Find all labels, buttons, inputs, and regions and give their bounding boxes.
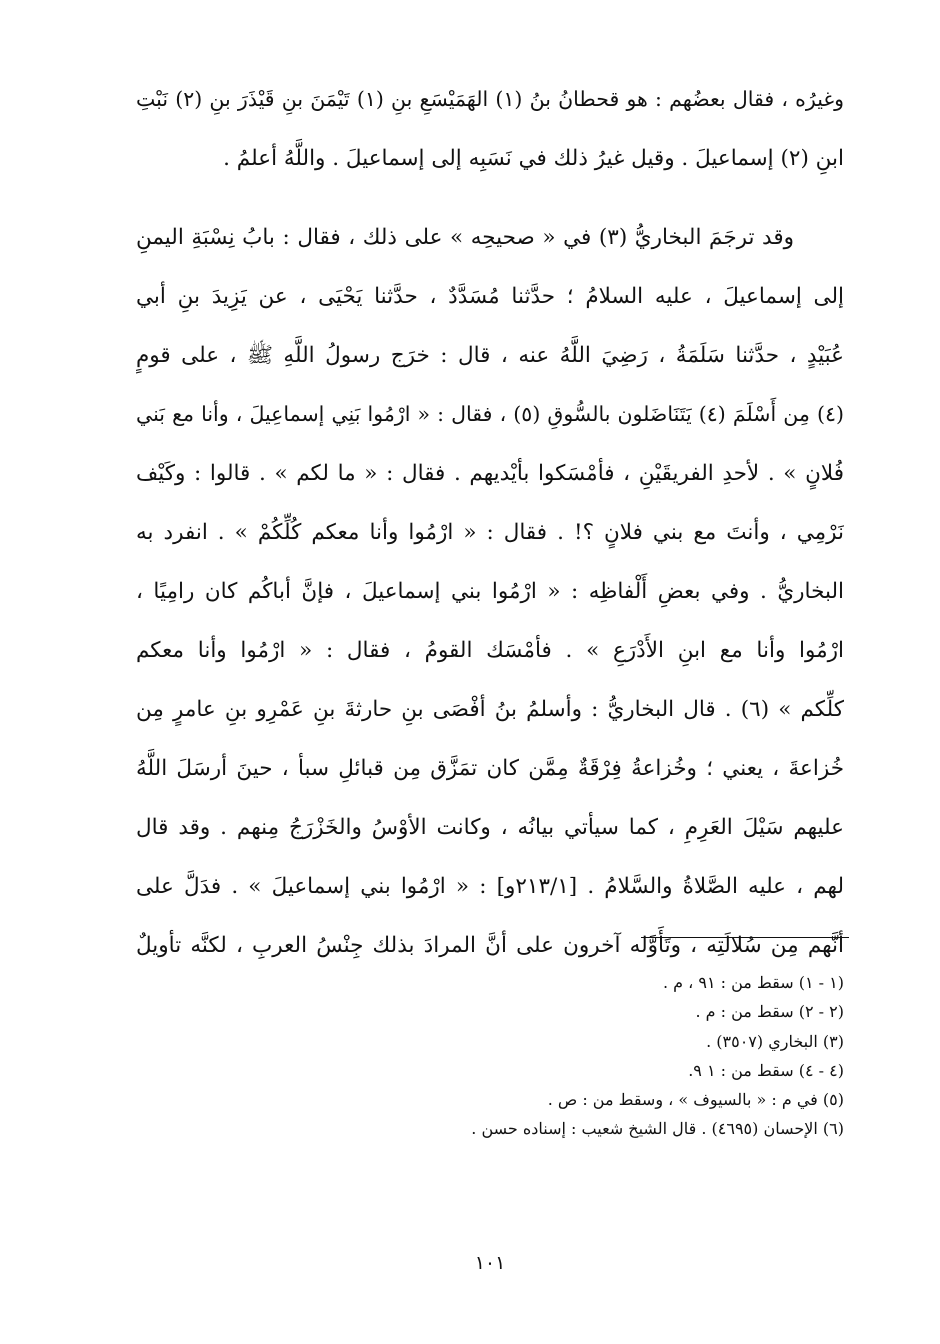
footnote: (١ - ١) سقط من : ٩١ ، م .	[662, 973, 844, 992]
footnote: (٣) البخاري (٣٥٠٧) .	[706, 1031, 844, 1051]
main-text	[136, 70, 844, 975]
footnote: (٤ - ٤) سقط من : ١ ٩.	[688, 1060, 844, 1080]
text-line: فُلانٍ » . لأحدِ الفريقَيْنِ ، فأمْسَكوا بأيْديهم . فقال : « ما لكم » . قالوا : وكَيْف	[136, 461, 844, 486]
text-line: ارْمُوا وأنا مع ابنِ الأَدْرَعِ » . فأمْسَك القومُ ، فقال : « ارْمُوا وأنا معكم	[136, 638, 844, 663]
text-line: أنَّهم مِن سُلالَتِه ، وتَأَوَّله آخرون على أنَّ المرادَ بذلك جِنْسُ العربِ ، لكنَّه تأويلٌ	[136, 933, 844, 958]
page-number: ١٠١	[474, 1252, 506, 1274]
text-line: ابنِ (٢) إسماعيلَ . وقيل غيرُ ذلك في نَسَبِه إلى إسماعيلَ . واللَّهُ أعلمُ .	[223, 146, 844, 171]
text-line: لهم ، عليه الصَّلاةُ والسَّلامُ . [٢١٣/١و] : « ارْمُوا بني إسماعيلَ » . فدَلَّ على	[136, 874, 844, 899]
text-line: (٤) مِن أَسْلَمَ (٤) يَتَنَاضَلون بالسُّوقِ (٥) ، فقال : « ارْمُوا بَنِي إسماعِيلَ ، وأنا مع بَني	[136, 402, 844, 426]
text-line: وغيرُه ، فقال بعضُهم : هو قحطانُ بنُ (١) الهَمَيْسَعِ بنِ (١) تَيْمَنَ بنِ قَيْذَرَ بنِ (٢) نَبْتِ	[136, 87, 844, 111]
paragraph-gap	[136, 188, 844, 208]
text-line: البخاريُّ . وفي بعضِ أَلْفاظِه : « ارْمُوا بني إسماعيلَ ، فإنَّ أباكُم كان رامِيًا ،	[136, 579, 844, 604]
footnotes	[136, 968, 844, 1144]
text-line: كلِّكم » (٦) . قال البخاريُّ : وأسلمُ بنُ أفْصَى بنِ حارثةَ بنِ عَمْرِو بنِ عامرٍ مِن	[136, 697, 844, 722]
text-line: عُبَيْدٍ ، حدَّثنا سَلَمَةُ ، رَضِيَ اللَّهُ عنه ، قال : خرَج رسولُ اللَّهِ ﷺ ، على قومٍ	[136, 343, 844, 368]
text-line: وقد ترجَمَ البخاريُّ (٣) في « صحيحِه » على ذلك ، فقال : بابُ نِسْبَةِ اليمنِ	[136, 225, 794, 250]
footnote-separator	[641, 937, 849, 938]
text-line: عليهم سَيْلَ العَرِمِ ، كما سيأتي بيانُه ، وكانت الأوْسُ والخَزْرَجُ مِنهم . وقد قال	[136, 815, 844, 840]
text-line: نَرْمِي ، وأنتَ مع بني فلانٍ ؟! . فقال : « ارْمُوا وأنا معكم كُلِّكُمْ » . انفرد به	[136, 520, 844, 545]
footnote: (٦) الإحسان (٤٦٩٥) . قال الشيخ شعيب : إسناده حسن .	[471, 1119, 844, 1139]
text-line: إلى إسماعيلَ ، عليه السلامُ ؛ حدَّثنا مُسَدَّدٌ ، حدَّثنا يَحْيَى ، عن يَزِيدَ بنِ أبي	[136, 284, 844, 309]
footnote: (٥) في م : « بالسيوف » ، وسقط من : ص .	[547, 1090, 844, 1110]
text-line: خُزاعةَ ، يعني ؛ وخُزاعةُ فِرْقَةٌ مِمَّن كان تمَزَّق مِن قبائلِ سبأ ، حينَ أرسَلَ اللَّهُ	[136, 756, 844, 781]
footnote: (٢ - ٢) سقط من : م .	[695, 1002, 844, 1022]
